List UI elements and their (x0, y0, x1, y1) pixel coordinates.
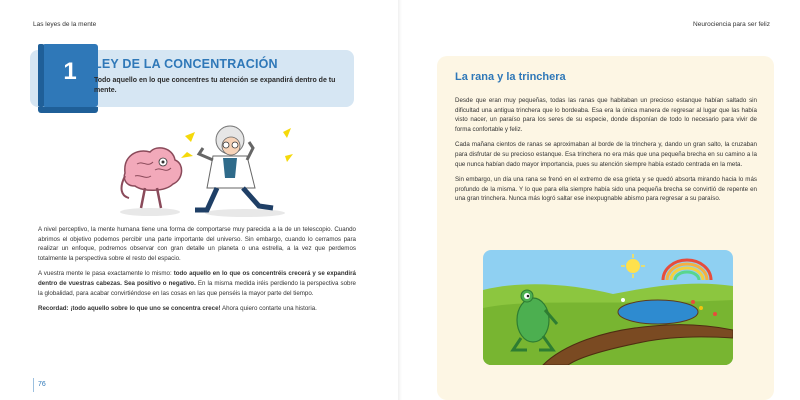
book-gutter (398, 0, 402, 400)
bold-text: Recordad: ¡todo aquello sobre lo que uno se concentra crece! (38, 305, 221, 313)
text-span: Ahora quiero contarte una historia. (220, 305, 317, 313)
law-subtitle: Todo aquello en lo que concentres tu atención se expandirá dentro de tu mente. (94, 77, 336, 94)
law-number: 1 (63, 58, 77, 85)
running-head-left: Las leyes de la mente (33, 21, 97, 28)
frog-trench-illustration (483, 250, 733, 365)
running-head-right: Neurociencia para ser feliz (693, 21, 770, 28)
paragraph (38, 304, 356, 314)
paragraph: Sin embargo, un día una rana se frenó en el extremo de esa grieta y se quedó absorta mirando hacia lo más profundo de la misma. Y lo que para ella siempre había sido una pequeña brecha se convirtió de repente en una gran trinchera. Nunca más logró saltar ese inexpugnable abismo para regresar a su paraíso. (455, 176, 757, 203)
law-number-badge (42, 44, 98, 107)
paragraph (38, 269, 356, 298)
shadow-shape (120, 208, 180, 216)
pond-shape (618, 300, 698, 324)
text-span: A vuestra mente le pasa exactamente lo mismo: (38, 270, 174, 278)
brain-character (122, 148, 182, 208)
bold-text: todo aquello en lo que os concentréis crecerá y se expandirá dentro de vuestras cabezas. Sea positivo o negativo. (38, 270, 356, 287)
spark-shape (283, 128, 293, 162)
law-title: LEY DE LA CONCENTRACIÓN (94, 57, 278, 71)
page-number-rule (33, 378, 34, 392)
story-title: La rana y la trinchera (455, 71, 566, 83)
text-span: En la misma medida iréis perdiendo la perspectiva sobre la globalidad, para acabar convirtiéndose en las cosas en las que penséis la mayor parte del tiempo. (38, 279, 357, 297)
spark-shape (181, 132, 195, 158)
story-body-text (455, 96, 757, 210)
left-body-text (38, 225, 356, 320)
brain-and-scientist-illustration (95, 118, 295, 218)
shadow-shape (205, 209, 285, 217)
scientist-character (181, 126, 293, 210)
paragraph: Cada mañana cientos de ranas se aproximaban al borde de la trinchera y, dando un gran salto, la cruzaban para disfrutar de su precioso estanque. Esa trinchera no era más que una pequeña brecha en su camino a la que nunca habían dado mayor importancia, pues su atención siempre había estado centrada en la meta. (455, 141, 757, 168)
page-number: 76 (38, 381, 46, 388)
paragraph: Desde que eran muy pequeñas, todas las ranas que habitaban un precioso estanque habían saltado sin dificultad una antigua trinchera que lo bordeaba. Esa era la única manera de regresar al lugar que las había visto nacer, un paraíso para los seres de su especie, donde disponían de todo lo necesario para vivir de forma confortable y feliz. (455, 97, 757, 133)
paragraph: A nivel perceptivo, la mente humana tiene una forma de comportarse muy parecida a la de un telescopio. Cuando abrimos el objetivo podemos percibir una parte importante del universo. Sin embargo, cuando lo cerramos para realizar un enfoque, podremos observar con gran detalle un planeta o una estrella, a la vez que perdemos totalmente la perspectiva sobre el resto del espacio. (38, 226, 356, 262)
